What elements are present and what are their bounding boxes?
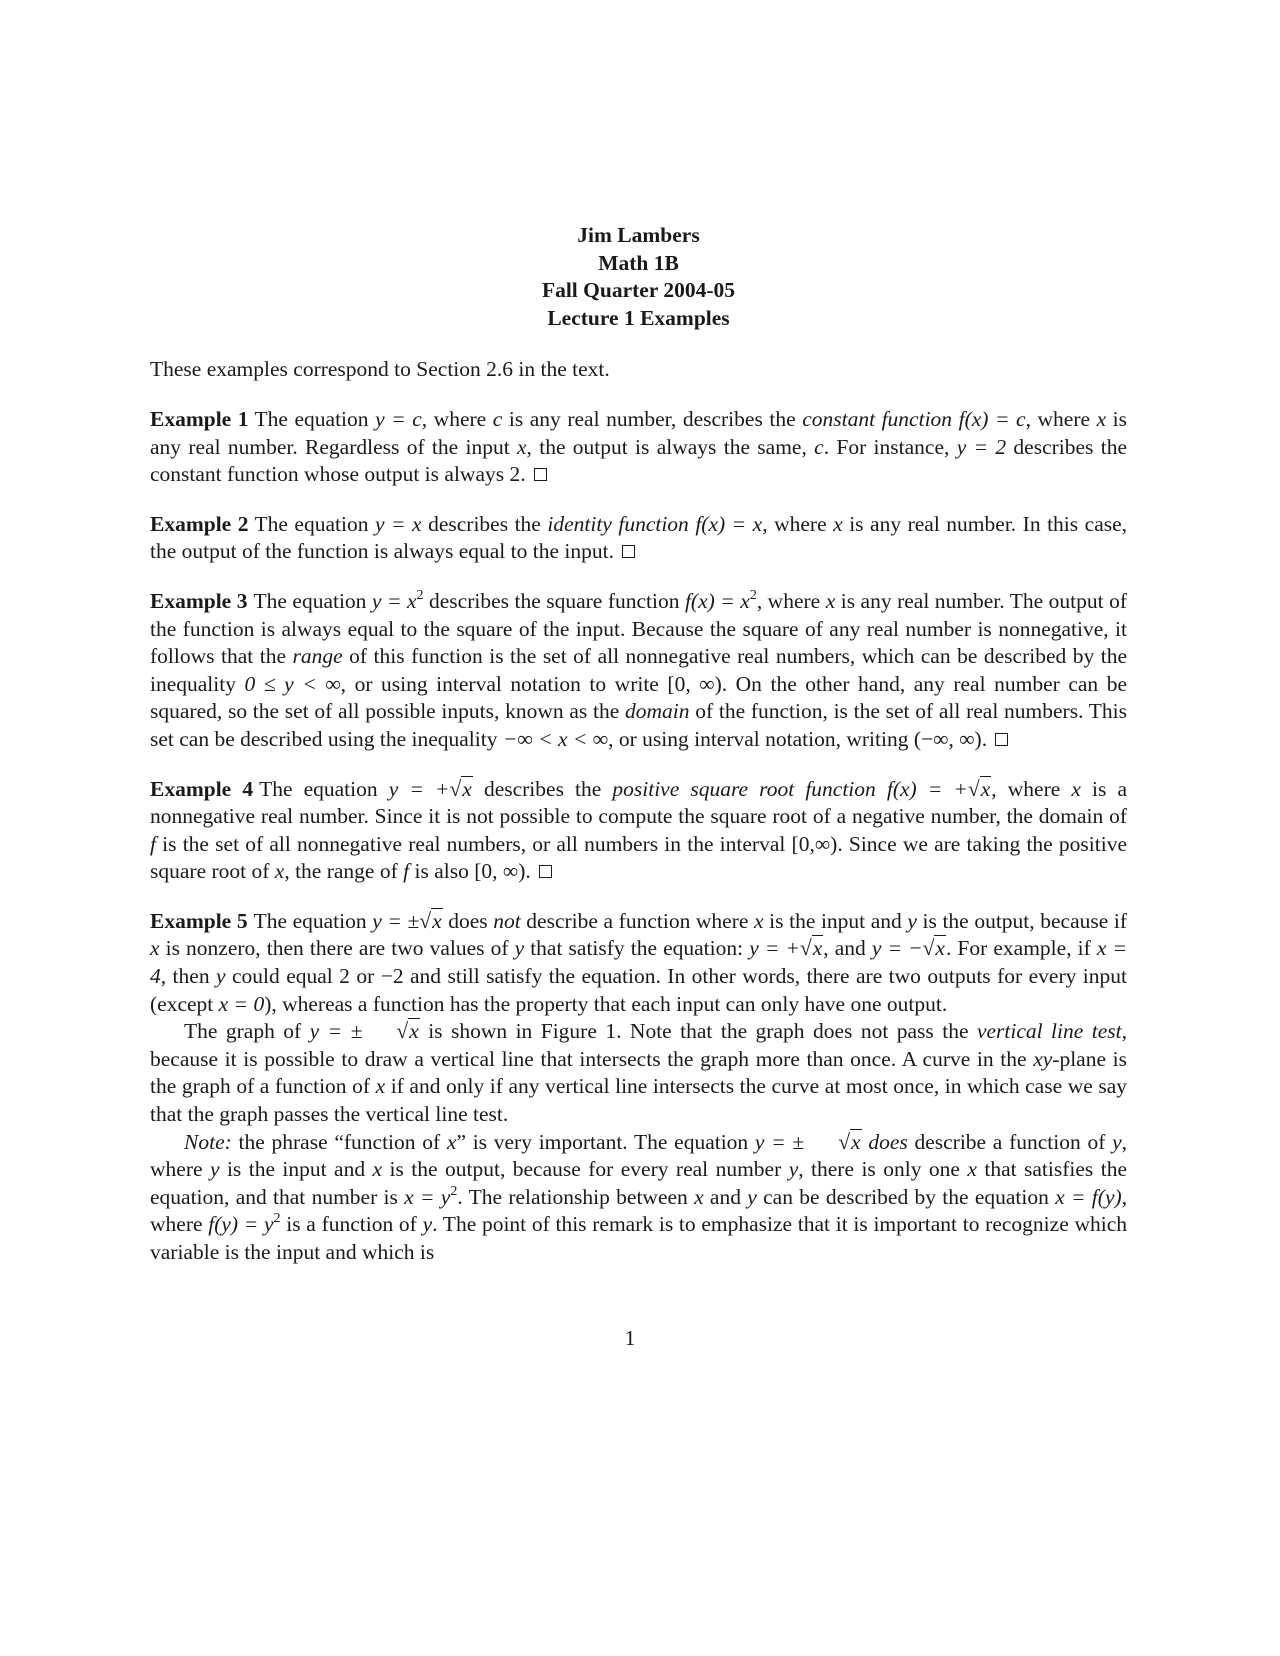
intro-paragraph: These examples correspond to Section 2.6 in the text. xyxy=(150,357,610,382)
term-positive-square-root-function: positive square root function xyxy=(612,776,876,801)
square-root-expression: √x xyxy=(799,936,823,961)
term-domain: domain xyxy=(624,699,690,724)
author-name: Jim Lambers xyxy=(577,223,700,247)
term-identity-function: identity function xyxy=(547,511,689,536)
example-label: Example 4 xyxy=(150,776,254,801)
example-label: Example 3 xyxy=(150,588,248,613)
example-1: Example 1 The equation y = c, where c is any real number, describes the constant function f(x) = c, where x is any real number. Regardless of the input x, the output is always the same, c. For instance, y = 2 describes the constant function whose output is always 2. xyxy=(150,406,1128,487)
example-3: Example 3 The equation $y = x^2$ describes the square function $f(x) = x^2$, where x is any real number. The output of the function is always equal to the square of the input. Because the square of any real number is nonnegative, it follows that the range of this function is the set of all nonnegative real numbers, which can be described by the inequality 0 ≤ y < ∞, or using interval notation to write [0, ∞). On the other hand, any real number can be squared, so the set of all possible inputs, known as the domain of the function, is the set of all real numbers. This set can be described using the inequality −∞ < x < ∞, or using interval notation, writing (−∞, ∞). xyxy=(150,587,1127,751)
example-label: Example 5 xyxy=(150,908,248,933)
page-number: 1 xyxy=(624,1326,636,1350)
square-root-expression: √x xyxy=(396,1019,419,1044)
qed-box-icon xyxy=(995,733,1008,746)
document-header xyxy=(150,222,1127,332)
qed-box-icon xyxy=(534,468,547,481)
square-root-expression: √x xyxy=(419,908,442,933)
example-label: Example 1 xyxy=(150,406,249,431)
example-2: Example 2 The equation y = x describes the identity function f(x) = x, where x is any real number. In this case, the output of the function is always equal to the input. xyxy=(150,511,1128,564)
lecture-title: Lecture 1 Examples xyxy=(547,305,730,330)
term-vertical-line-test: vertical line test xyxy=(976,1019,1122,1044)
example-4: Example 4 The equation y = +√x describes the positive square root function f(x) = +√x, where x is a nonnegative real number. Since it is not possible to compute the square root of a negative number, the domain of f is the set of all nonnegative real numbers, or all numbers in the interval [0,∞). Since we are taking the positive square root of x, the range of f is also [0, ∞). xyxy=(150,776,1127,884)
square-root-expression: √x xyxy=(922,936,945,961)
example-label: Example 2 xyxy=(150,511,249,536)
square-root-expression: √x xyxy=(449,776,472,801)
term-name: Fall Quarter 2004-05 xyxy=(541,278,736,303)
qed-box-icon xyxy=(539,865,552,878)
document-page xyxy=(150,222,1127,1267)
term-range: range xyxy=(292,644,343,669)
course-name: Math 1B xyxy=(598,250,679,275)
vertical-line-test-paragraph: The graph of y = ± √x is shown in Figure 1. Note that the graph does not pass the vertical line test, because it is possible to draw a vertical line that intersects the graph more than once. A curve in the xy-plane is the graph of a function of x if and only if any vertical line intersects the curve at most once, in which case we say that the graph passes the vertical line test. xyxy=(150,1019,1127,1127)
note-label: Note: xyxy=(184,1129,232,1154)
note-paragraph: Note: the phrase “function of x” is very important. The equation y = ± √x does describe a function of y, where y is the input and x is the output, because for every real number y, there is only one x that satisfies the equation, and that number is $x = y^2$. The relationship between x and y can be described by the equation x = f(y), where $f(y) = y^2$ is a function of y. The point of this remark is to emphasize that it is important to recognize which variable is the input and which is xyxy=(150,1129,1128,1264)
qed-box-icon xyxy=(622,545,635,558)
example-5: Example 5 The equation y = ±√x does not describe a function where x is the input and y is the output, because if x is nonzero, then there are two values of y that satisfy the equation: y = +√x, and y = −√x. For example, if x = 4, then y could equal 2 or −2 and still satisfy the equation. In other words, there are two outputs for every input (except x = 0), whereas a function has the property that each input can only have one output. xyxy=(150,908,1128,1016)
square-root-expression: √x xyxy=(967,776,991,801)
square-root-expression: √x xyxy=(838,1129,861,1154)
term-constant-function: constant function xyxy=(802,406,953,431)
